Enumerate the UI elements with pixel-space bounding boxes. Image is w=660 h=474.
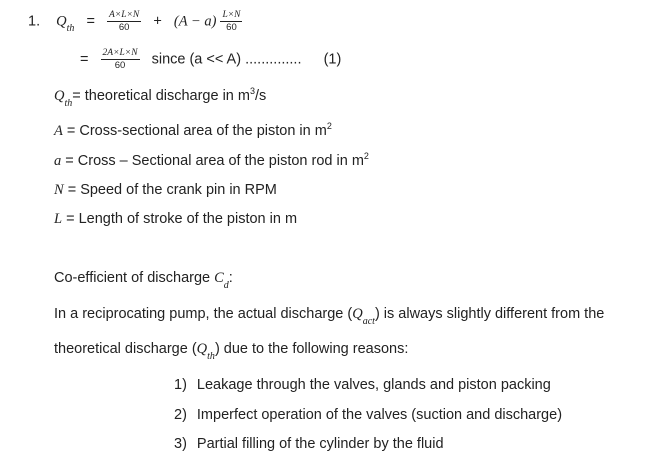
qth-unit: /s: [255, 88, 267, 104]
plus-sign: +: [153, 13, 162, 30]
reason-item-2: [174, 407, 562, 423]
para1-text-b: ) is always slightly different from the: [374, 306, 605, 322]
cod-paragraph-line-1: [54, 306, 605, 327]
equation-1: [28, 10, 242, 33]
qth-symbol: Q: [54, 88, 65, 104]
qact-symbol: Q: [352, 306, 363, 322]
reason-number: 2): [174, 407, 187, 423]
reason-text: Partial filling of the cylinder by the fluid: [196, 436, 444, 452]
cod-paragraph-line-2: [54, 341, 409, 362]
fraction-2-denominator: 60: [226, 22, 237, 33]
equation-2: [80, 48, 341, 71]
fraction-1-denominator: 60: [118, 22, 130, 33]
qth-symbol-2: Q: [196, 341, 208, 357]
def-stroke: [54, 211, 297, 228]
rod-area-symbol: a: [54, 153, 62, 169]
area-difference: (A − a): [173, 13, 217, 30]
fraction-3-numerator: 2A×L×N: [102, 48, 138, 58]
para1-text-a: In a reciprocating pump, the actual discharge (: [54, 306, 353, 322]
reason-number: 3): [174, 436, 187, 452]
speed-symbol: N: [54, 182, 64, 198]
area-symbol: A: [54, 123, 63, 139]
reason-number: 1): [174, 377, 187, 393]
stroke-symbol: L: [54, 211, 63, 227]
fraction-2-numerator: L×N: [222, 10, 241, 20]
rod-area-definition: = Cross – Sectional area of the piston rod in m: [61, 153, 364, 169]
equals-sign: =: [86, 13, 95, 30]
cd-symbol: C: [214, 270, 224, 286]
fraction-1-numerator: A×L×N: [109, 10, 140, 20]
equals-sign: =: [80, 51, 89, 68]
fraction-3: [101, 48, 140, 71]
cd-subscript: d: [223, 280, 229, 291]
equation-tag: (1): [323, 51, 342, 68]
qth-subscript: th: [64, 98, 73, 109]
qact-subscript: act: [362, 316, 375, 327]
since-condition: since (a << A) ..............: [151, 51, 302, 68]
reason-item-1: [174, 377, 551, 393]
fraction-1: [107, 10, 141, 33]
q-symbol: Q: [56, 13, 67, 30]
fraction-3-denominator: 60: [114, 60, 126, 71]
para2-text-a: theoretical discharge (: [54, 341, 197, 357]
q-subscript: th: [66, 23, 75, 35]
area-definition: = Cross-sectional area of the piston in m: [62, 123, 327, 139]
def-area: [54, 123, 332, 140]
rod-area-superscript: 2: [363, 151, 369, 161]
def-rod-area: [54, 153, 369, 170]
area-superscript: 2: [326, 121, 332, 131]
para2-text-b: ) due to the following reasons:: [214, 341, 409, 357]
cod-title: Co-efficient of discharge: [54, 270, 215, 286]
reason-text: Leakage through the valves, glands and piston packing: [196, 377, 551, 393]
reason-text: Imperfect operation of the valves (suction and discharge): [196, 407, 563, 423]
qth-subscript-2: th: [207, 351, 215, 362]
cod-colon: :: [228, 270, 233, 286]
qth-definition: = theoretical discharge in m: [72, 88, 250, 104]
fraction-2: [220, 10, 242, 33]
stroke-definition: = Length of stroke of the piston in m: [62, 211, 298, 227]
speed-definition: = Speed of the crank pin in RPM: [63, 182, 277, 198]
def-speed: [54, 182, 277, 199]
def-qth: [54, 86, 267, 109]
equation-number: 1.: [28, 13, 41, 30]
qth-superscript: 3: [249, 86, 255, 96]
cod-heading: [54, 270, 233, 291]
reason-item-3: [174, 436, 444, 452]
